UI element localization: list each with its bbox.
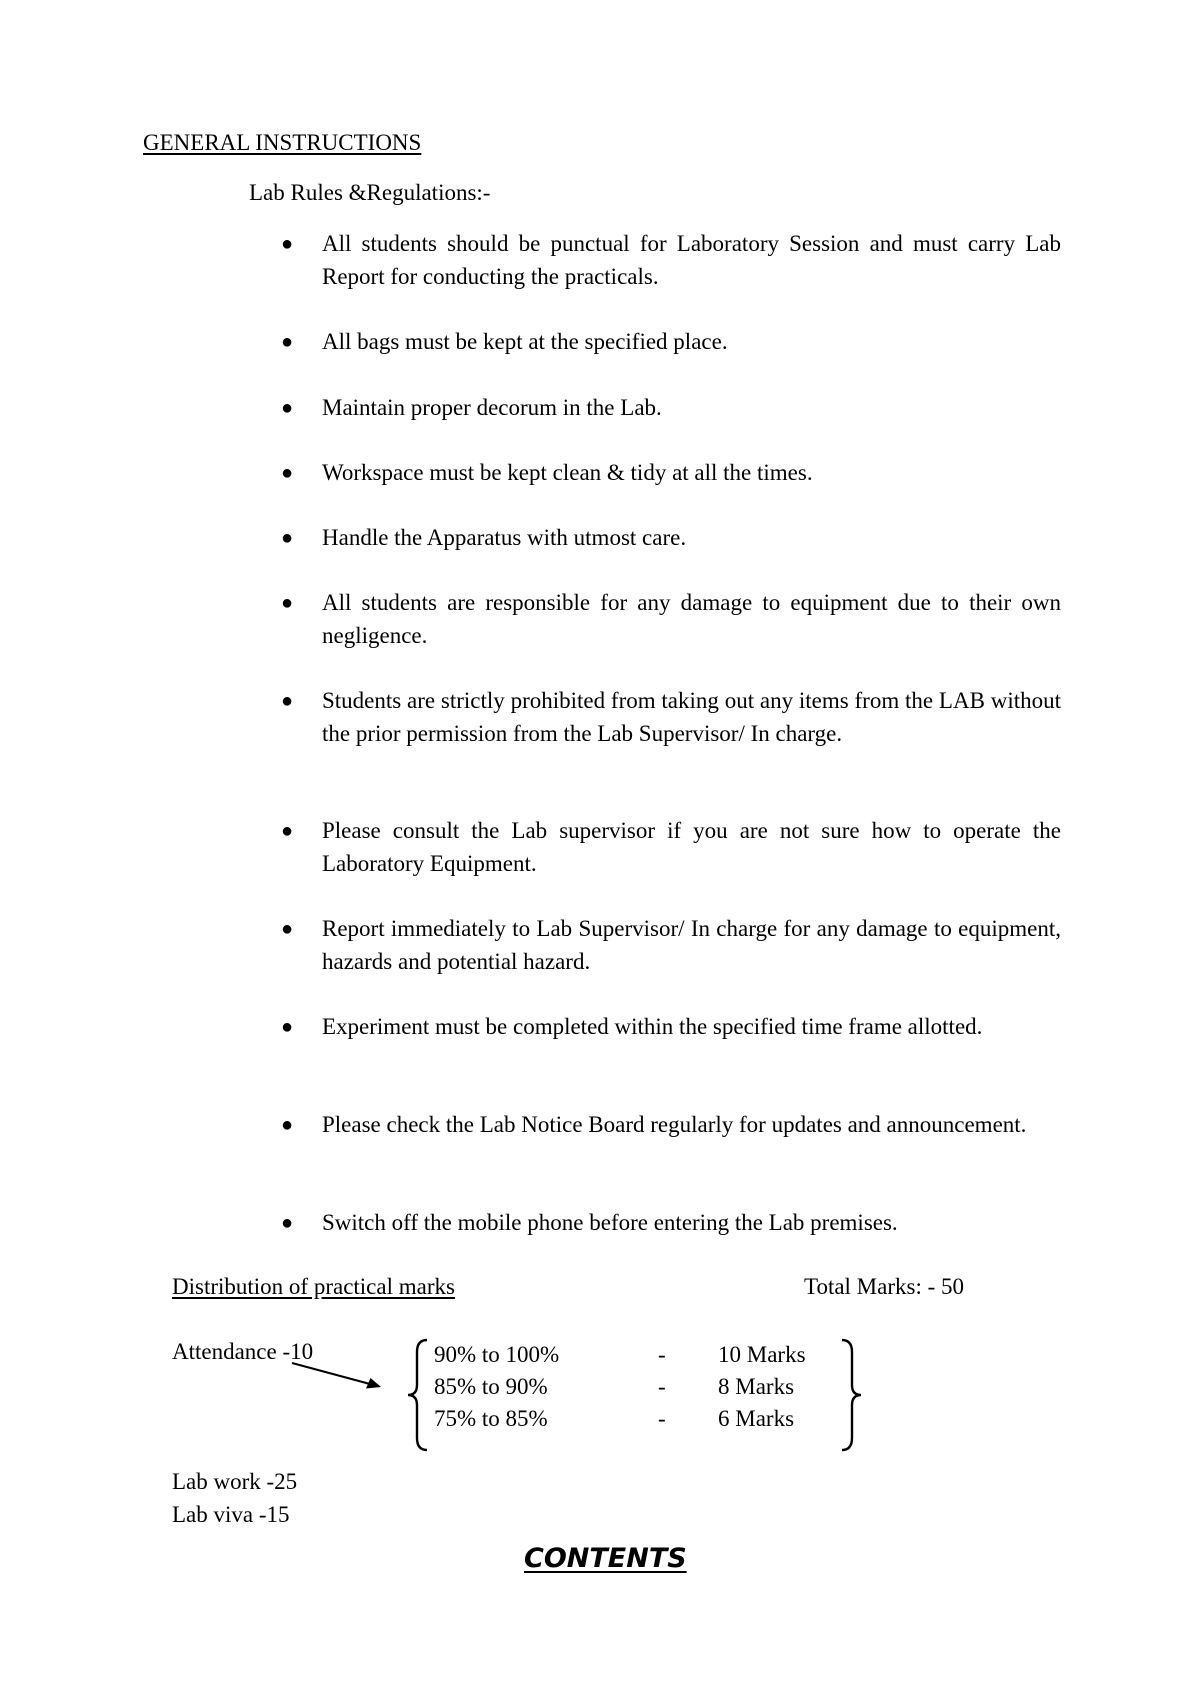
attendance-dash: -	[658, 1374, 666, 1399]
rule-item	[281, 913, 1061, 978]
bullet-icon: ●	[281, 331, 294, 353]
rule-item	[281, 326, 1061, 359]
bullet-icon: ●	[281, 1212, 294, 1234]
rule-text: Workspace must be kept clean & tidy at all the times.	[322, 460, 813, 485]
section-subheading: Lab Rules &Regulations:-	[249, 180, 491, 205]
rule-item	[281, 392, 1061, 425]
contents-heading: CONTENTS	[524, 1543, 687, 1574]
left-brace-icon	[403, 1337, 431, 1453]
rule-text: Students are strictly prohibited from taking out any items from the LAB without the prior permission from the Lab Supervisor/ In charge.	[322, 688, 1061, 746]
bullet-icon: ●	[281, 690, 294, 712]
rule-item	[281, 685, 1061, 750]
rule-item	[281, 815, 1061, 880]
arrow-icon	[280, 1360, 385, 1392]
bullet-icon: ●	[281, 397, 294, 419]
rule-item	[281, 1109, 1061, 1142]
bullet-icon: ●	[281, 527, 294, 549]
lab-work-marks: Lab work -25	[172, 1469, 298, 1494]
lab-viva-marks: Lab viva -15	[172, 1502, 290, 1527]
bullet-icon: ●	[281, 820, 294, 842]
rule-text: All students should be punctual for Laboratory Session and must carry Lab Report for conducting the practicals.	[322, 231, 1061, 289]
rule-item	[281, 522, 1061, 555]
rule-text: Maintain proper decorum in the Lab.	[322, 395, 662, 420]
attendance-range: 90% to 100%	[434, 1342, 560, 1367]
bullet-icon: ●	[281, 233, 294, 255]
rule-text: All students are responsible for any damage to equipment due to their own negligence.	[322, 590, 1061, 648]
rule-item	[281, 457, 1061, 490]
rule-text: All bags must be kept at the specified place.	[322, 329, 728, 354]
rule-text: Switch off the mobile phone before entering the Lab premises.	[322, 1210, 898, 1235]
marks-distribution-heading: Distribution of practical marks	[172, 1274, 455, 1299]
bullet-icon: ●	[281, 1114, 294, 1136]
right-brace-icon	[838, 1337, 866, 1453]
attendance-label: Attendance -10	[172, 1339, 314, 1364]
rule-text: Please check the Lab Notice Board regularly for updates and announcement.	[322, 1112, 1027, 1137]
rule-text: Please consult the Lab supervisor if you are not sure how to operate the Laboratory Equipment.	[322, 818, 1061, 876]
attendance-marks: 6 Marks	[718, 1406, 795, 1431]
attendance-dash: -	[658, 1406, 666, 1431]
attendance-range: 75% to 85%	[434, 1406, 548, 1431]
bullet-icon: ●	[281, 918, 294, 940]
bullet-icon: ●	[281, 462, 294, 484]
attendance-dash: -	[658, 1342, 666, 1367]
rule-text: Report immediately to Lab Supervisor/ In charge for any damage to equipment, hazards and potential hazard.	[322, 916, 1061, 974]
rule-text: Handle the Apparatus with utmost care.	[322, 525, 687, 550]
rule-item	[281, 228, 1061, 293]
attendance-marks: 10 Marks	[718, 1342, 806, 1367]
attendance-range: 85% to 90%	[434, 1374, 548, 1399]
bullet-icon: ●	[281, 1016, 294, 1038]
total-marks: Total Marks: - 50	[804, 1274, 965, 1299]
bullet-icon: ●	[281, 592, 294, 614]
rule-text: Experiment must be completed within the specified time frame allotted.	[322, 1014, 983, 1039]
rule-item	[281, 1207, 1061, 1240]
attendance-marks: 8 Marks	[718, 1374, 795, 1399]
rule-item	[281, 1011, 1061, 1044]
page-title: GENERAL INSTRUCTIONS	[143, 130, 422, 155]
rule-item	[281, 587, 1061, 652]
